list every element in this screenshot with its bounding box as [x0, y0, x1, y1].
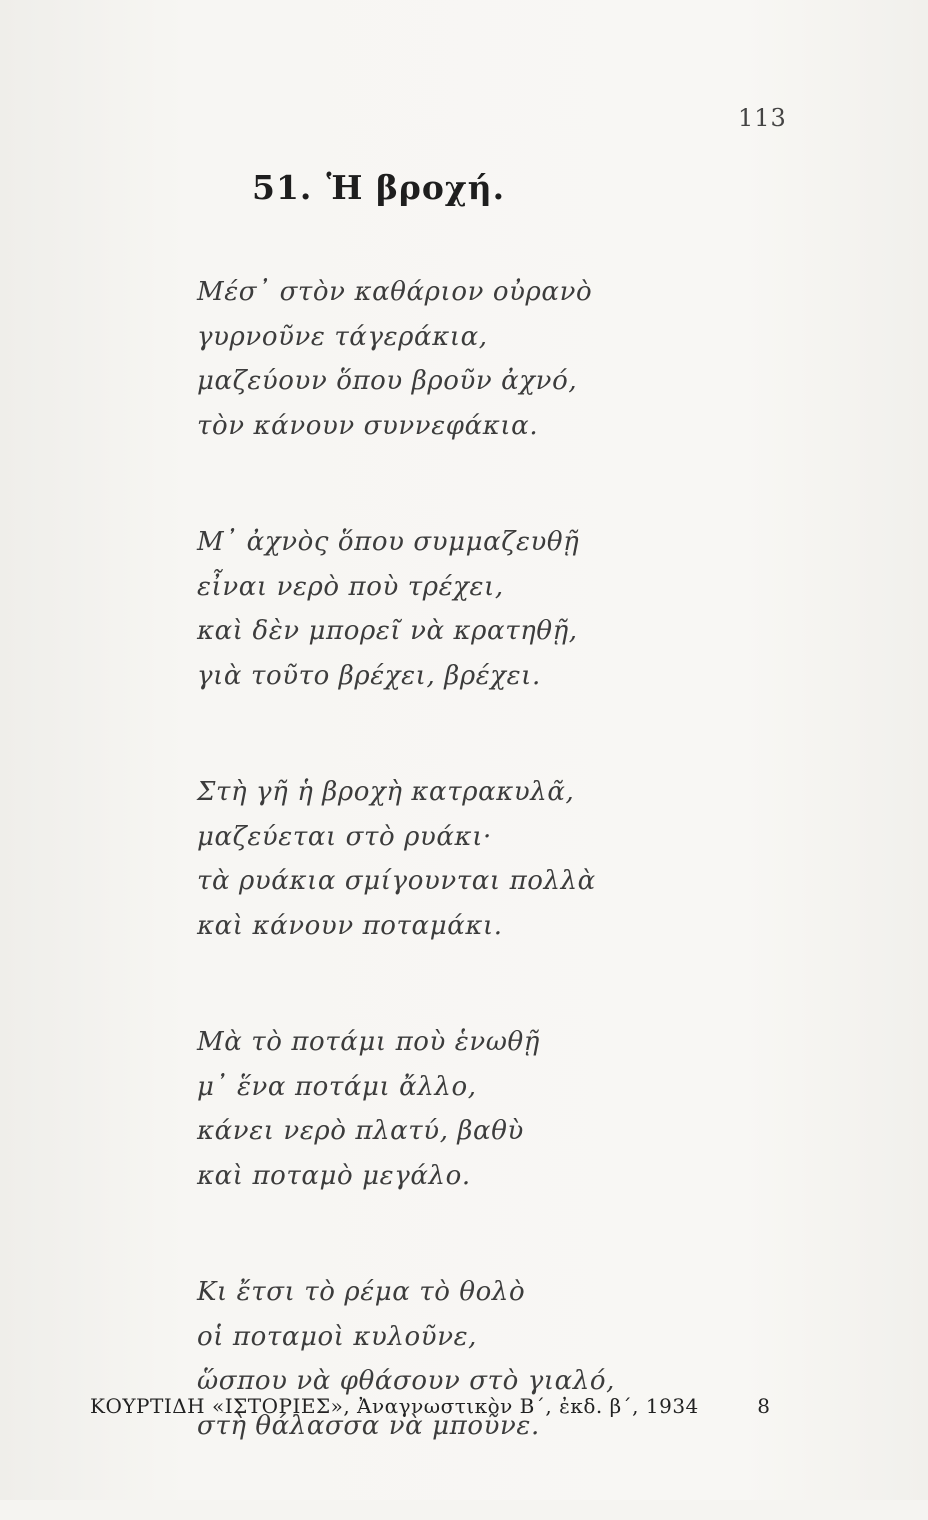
stanza-2	[197, 520, 717, 698]
poem-line: Κι ἔτσι τὸ ρέμα τὸ θολὸ	[197, 1277, 526, 1307]
poem-line: οἱ ποταμοὶ κυλοῦνε,	[197, 1321, 478, 1352]
poem-line: γυρνοῦνε τάγεράκια,	[197, 321, 488, 352]
poem-line: μαζεύεται στὸ ρυάκι·	[197, 821, 492, 852]
poem-number: 51.	[252, 168, 313, 207]
page-footer	[90, 1394, 770, 1418]
poem-line: γιὰ τοῦτο βρέχει, βρέχει.	[197, 660, 541, 691]
poem-body	[197, 270, 717, 1520]
poem-line: Μέσ᾽ στὸν καθάριον οὐρανὸ	[197, 277, 593, 307]
poem-line: Μ᾽ ἀχνὸς ὅπου συμμαζευθῇ	[197, 527, 580, 557]
poem-line: καὶ δὲν μπορεῖ νὰ κρατηθῇ,	[197, 616, 578, 646]
stanza-5	[197, 1270, 717, 1448]
poem-title-text: Ἡ βροχή.	[326, 168, 506, 207]
poem-line: μ᾽ ἕνα ποτάμι ἄλλο,	[197, 1071, 477, 1102]
sheet-number: 8	[757, 1394, 770, 1418]
poem-line: μαζεύουν ὅπου βροῦν ἀχνό,	[197, 366, 578, 396]
poem-line: ὥσπου νὰ φθάσουν στὸ γιαλό,	[197, 1366, 616, 1396]
poem-line: καὶ κάνουν ποταμάκι.	[197, 910, 503, 941]
stanza-3	[197, 770, 717, 948]
poem-line: στὴ θάλασσα νὰ μποῦνε.	[197, 1410, 540, 1441]
poem-line: καὶ ποταμὸ μεγάλο.	[197, 1160, 471, 1191]
poem-line: κάνει νερὸ πλατύ, βαθὺ	[197, 1116, 524, 1146]
poem-line: τὰ ρυάκια σμίγουνται πολλὰ	[197, 866, 596, 896]
poem-line: Στὴ γῆ ἡ βροχὴ κατρακυλᾶ,	[197, 777, 575, 807]
source-citation: ΚΟΥΡΤΙΔΗ «ΙΣΤΟΡΙΕΣ», Ἀναγνωστικὸν Β΄, ἐκδ. β΄, 1934	[90, 1394, 699, 1418]
poem-line: Μὰ τὸ ποτάμι ποὺ ἑνωθῇ	[197, 1027, 540, 1057]
stanza-1	[197, 270, 717, 448]
page-number: 113	[738, 104, 787, 132]
stanza-4	[197, 1020, 717, 1198]
poem-title	[252, 168, 505, 207]
poem-line: εἶναι νερὸ ποὺ τρέχει,	[197, 571, 504, 602]
poem-line: τὸν κάνουν συννεφάκια.	[197, 410, 539, 441]
